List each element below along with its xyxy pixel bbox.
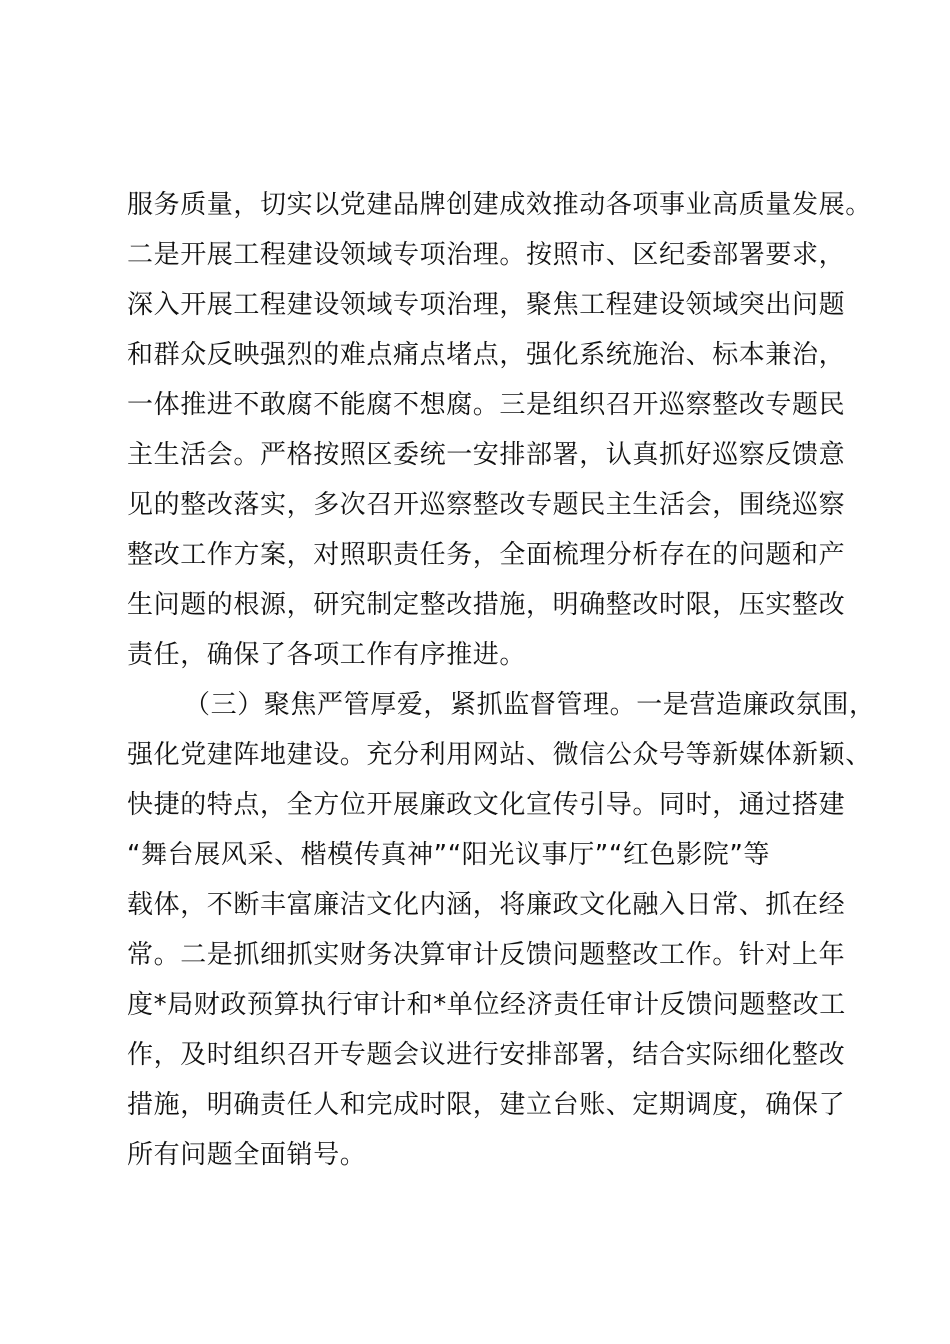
text-line: 度*局财政预算执行审计和*单位经济责任审计反馈问题整改工 [127, 990, 846, 1020]
text-line: 作，及时组织召开专题会议进行安排部署，结合实际细化整改 [127, 1040, 846, 1070]
text-line: 快捷的特点，全方位开展廉政文化宣传引导。同时，通过搭建 [127, 790, 846, 820]
text-line: 强化党建阵地建设。充分利用网站、微信公众号等新媒体新颖、 [127, 740, 872, 770]
text-line: 常。二是抓细抓实财务决算审计反馈问题整改工作。针对上年 [127, 940, 846, 970]
text-line: “舞台展风采、楷模传真神”“阳光议事厅”“红色影院”等 [127, 840, 771, 870]
text-line: 一体推进不敢腐不能腐不想腐。三是组织召开巡察整改专题民 [127, 390, 846, 420]
text-line: 载体，不断丰富廉洁文化内涵，将廉政文化融入日常、抓在经 [127, 890, 846, 920]
section-heading-line: （三）聚焦严管厚爱，紧抓监督管理。一是营造廉政氛围， [184, 690, 876, 720]
text-line: 整改工作方案，对照职责任务，全面梳理分析存在的问题和产 [127, 540, 846, 570]
text-line: 服务质量，切实以党建品牌创建成效推动各项事业高质量发展。 [127, 190, 872, 220]
text-line: 责任，确保了各项工作有序推进。 [127, 640, 527, 670]
text-line: 二是开展工程建设领域专项治理。按照市、区纪委部署要求， [127, 240, 846, 270]
text-line: 深入开展工程建设领域专项治理，聚焦工程建设领域突出问题 [127, 290, 846, 320]
text-line: 和群众反映强烈的难点痛点堵点，强化系统施治、标本兼治， [127, 340, 846, 370]
text-line: 措施，明确责任人和完成时限，建立台账、定期调度，确保了 [127, 1090, 846, 1120]
text-line: 生问题的根源，研究制定整改措施，明确整改时限，压实整改 [127, 590, 846, 620]
text-line: 见的整改落实，多次召开巡察整改专题民主生活会，围绕巡察 [127, 490, 846, 520]
body-text [127, 180, 876, 1180]
text-line: 主生活会。严格按照区委统一安排部署，认真抓好巡察反馈意 [127, 440, 846, 470]
text-line: 所有问题全面销号。 [127, 1140, 367, 1170]
